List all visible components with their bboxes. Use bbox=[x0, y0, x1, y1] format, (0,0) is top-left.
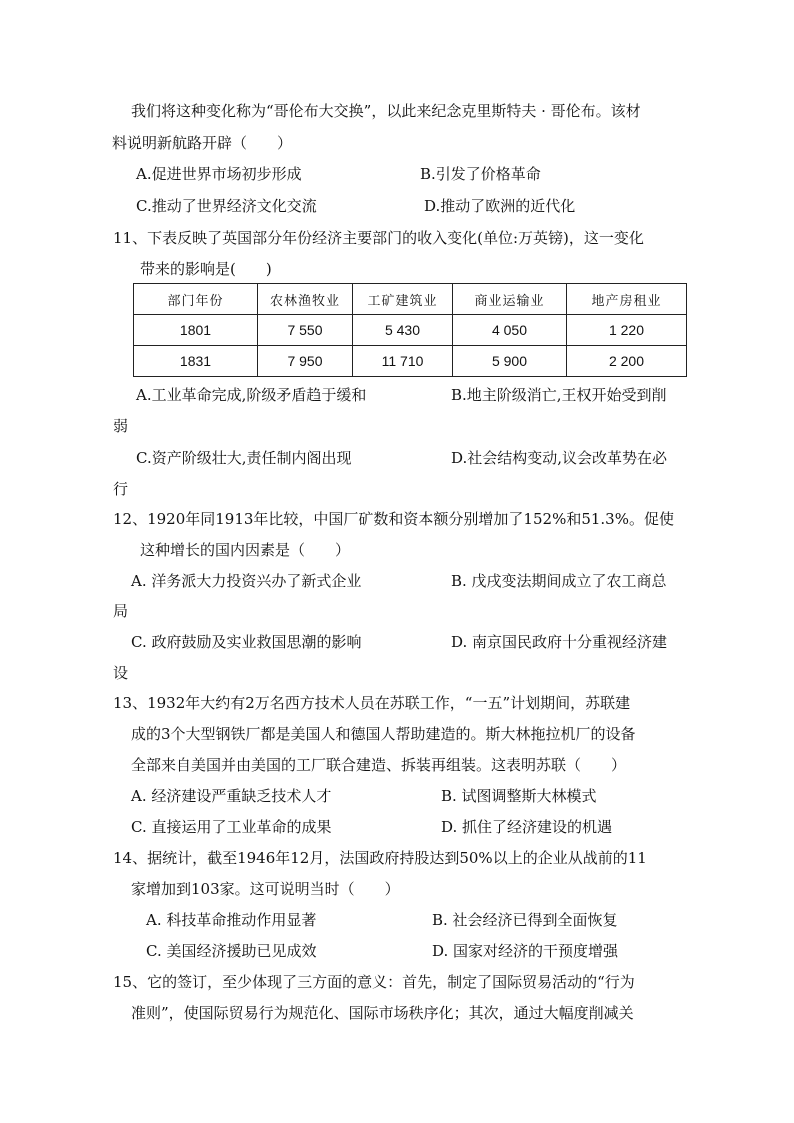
q12-line-1: 12、1920年同1913年比较，中国厂矿数和资本额分别增加了152%和51.3%。促使 bbox=[113, 510, 674, 528]
table-header-cell: 农林渔牧业 bbox=[258, 284, 353, 315]
table-header-cell: 工矿建筑业 bbox=[353, 284, 453, 315]
q12-option-b-wrap: 局 bbox=[113, 602, 129, 620]
q12-option-d: D. 南京国民政府十分重视经济建 bbox=[451, 633, 668, 651]
q11-line-1: 11、下表反映了英国部分年份经济主要部门的收入变化(单位:万英镑)，这一变化 bbox=[113, 229, 644, 247]
q10-option-b: B.引发了价格革命 bbox=[420, 165, 541, 183]
table-cell: 2 200 bbox=[567, 346, 687, 377]
q13-line-2: 成的3个大型钢铁厂都是美国人和德国人帮助建造的。斯大林拖拉机厂的设备 bbox=[131, 725, 636, 743]
q11-option-b-wrap: 弱 bbox=[113, 417, 129, 435]
table-header-cell: 地产房租业 bbox=[567, 284, 687, 315]
q13-option-a: A. 经济建设严重缺乏技术人才 bbox=[131, 787, 332, 805]
q14-line-2: 家增加到103家。这可说明当时（ ） bbox=[131, 880, 400, 898]
q13-option-c: C. 直接运用了工业革命的成果 bbox=[131, 818, 332, 836]
table-cell: 7 950 bbox=[258, 346, 353, 377]
q11-option-a: A.工业革命完成,阶级矛盾趋于缓和 bbox=[136, 386, 367, 404]
table-header-row bbox=[134, 284, 687, 315]
q12-line-2: 这种增长的国内因素是（ ） bbox=[140, 541, 351, 559]
q14-option-c: C. 美国经济援助已见成效 bbox=[146, 942, 317, 960]
q10-option-c: C.推动了世界经济文化交流 bbox=[136, 197, 317, 215]
income-table bbox=[133, 283, 687, 377]
table-cell: 11 710 bbox=[353, 346, 453, 377]
table-cell: 1801 bbox=[134, 315, 258, 346]
q13-line-1: 13、1932年大约有2万名西方技术人员在苏联工作，“一五”计划期间，苏联建 bbox=[113, 694, 631, 712]
table-cell: 1 220 bbox=[567, 315, 687, 346]
q15-line-1: 15、它的签订，至少体现了三方面的意义：首先，制定了国际贸易活动的“行为 bbox=[113, 973, 635, 991]
table-row bbox=[134, 346, 687, 377]
q11-option-c: C.资产阶级壮大,责任制内阁出现 bbox=[136, 449, 352, 467]
table-row bbox=[134, 315, 687, 346]
q10-option-a: A.促进世界市场初步形成 bbox=[136, 165, 302, 183]
q14-option-a: A. 科技革命推动作用显著 bbox=[146, 911, 317, 929]
table-cell: 1831 bbox=[134, 346, 258, 377]
q13-option-b: B. 试图调整斯大林模式 bbox=[441, 787, 597, 805]
table-header-cell: 部门年份 bbox=[134, 284, 258, 315]
q11-line-2: 带来的影响是( ) bbox=[140, 260, 272, 278]
q14-option-b: B. 社会经济已得到全面恢复 bbox=[432, 911, 618, 929]
q12-option-b: B. 戊戌变法期间成立了农工商总 bbox=[451, 572, 667, 590]
table-cell: 5 900 bbox=[453, 346, 567, 377]
table-cell: 4 050 bbox=[453, 315, 567, 346]
table-cell: 7 550 bbox=[258, 315, 353, 346]
q10-option-d: D.推动了欧洲的近代化 bbox=[424, 197, 576, 215]
q14-line-1: 14、据统计，截至1946年12月，法国政府持股达到50%以上的企业从战前的11 bbox=[113, 849, 647, 867]
q11-option-d-wrap: 行 bbox=[113, 480, 129, 498]
q13-line-3: 全部来自美国并由美国的工厂联合建造、拆装再组装。这表明苏联（ ） bbox=[131, 756, 627, 774]
q11-option-d: D.社会结构变动,议会改革势在必 bbox=[451, 449, 668, 467]
q14-option-d: D. 国家对经济的干预度增强 bbox=[432, 942, 619, 960]
table-cell: 5 430 bbox=[353, 315, 453, 346]
q13-option-d: D. 抓住了经济建设的机遇 bbox=[441, 818, 613, 836]
q12-option-c: C. 政府鼓励及实业救国思潮的影响 bbox=[131, 633, 362, 651]
q15-line-2: 准则”，使国际贸易行为规范化、国际市场秩序化；其次，通过大幅度削减关 bbox=[131, 1004, 634, 1022]
q10-line-2: 料说明新航路开辟（ ） bbox=[112, 134, 293, 152]
q10-line-1: 我们将这种变化称为“哥伦布大交换”，以此来纪念克里斯特夫 · 哥伦布。该材 bbox=[131, 102, 641, 120]
table-header-cell: 商业运输业 bbox=[453, 284, 567, 315]
q12-option-a: A. 洋务派大力投资兴办了新式企业 bbox=[131, 572, 362, 590]
q11-option-b: B.地主阶级消亡,王权开始受到削 bbox=[451, 386, 667, 404]
q12-option-d-wrap: 设 bbox=[113, 664, 129, 682]
